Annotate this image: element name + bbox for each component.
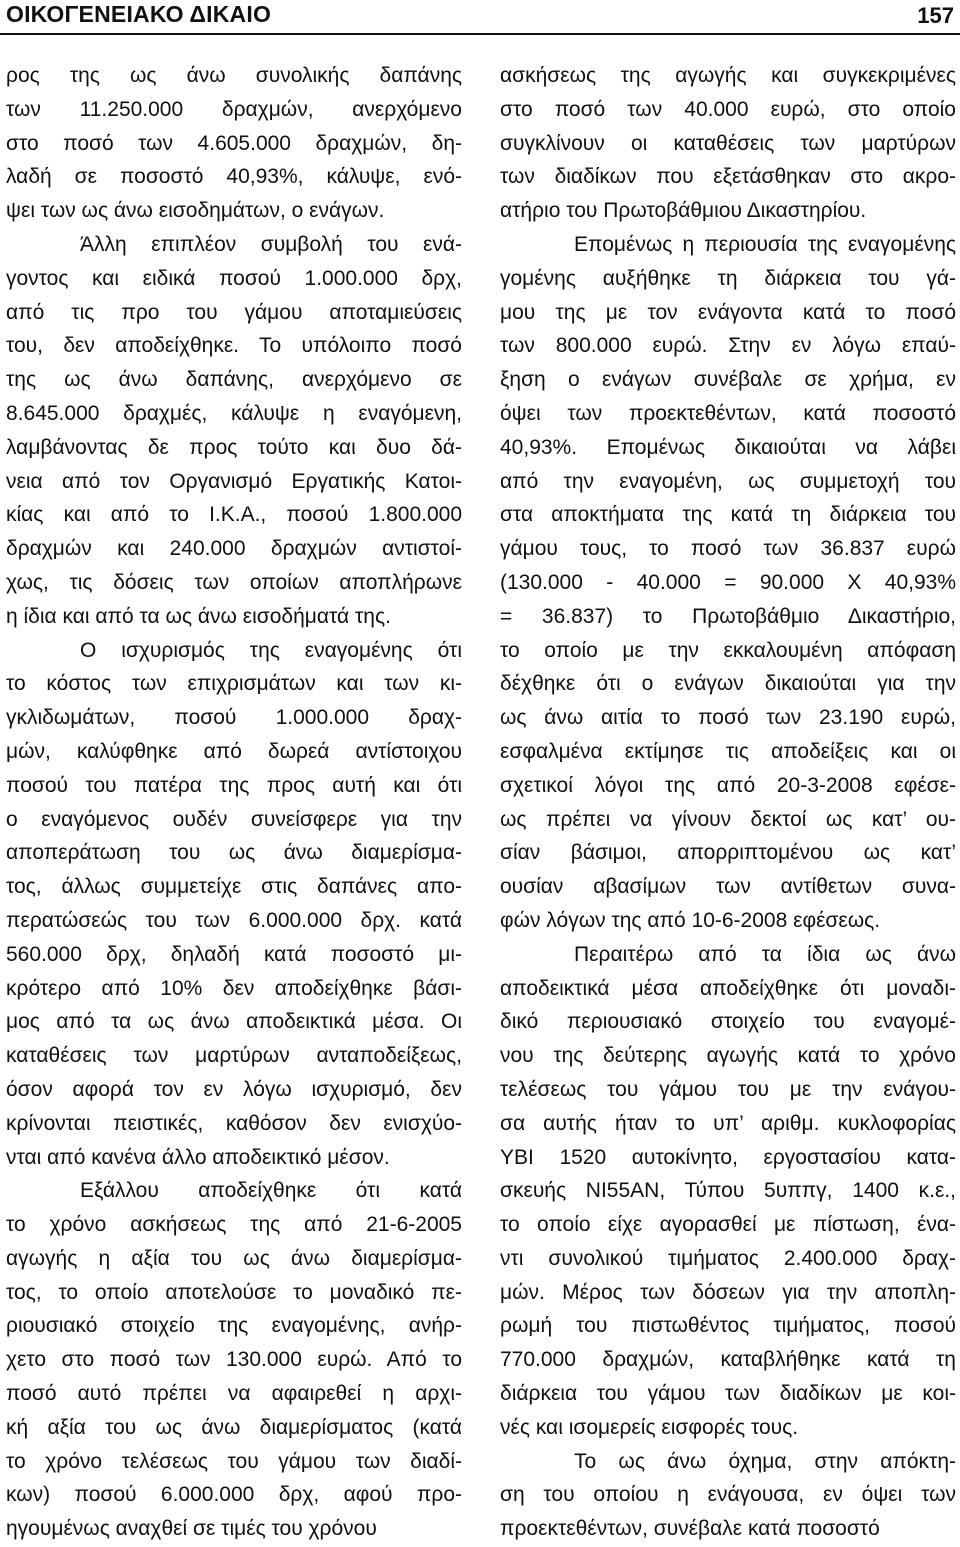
text-line: γοντος και ειδικά ποσού 1.000.000 δρχ, [6,266,462,290]
text-line: περατώσεώς του των 6.000.000 δρχ. κατά [6,908,462,932]
text-line: τος, το οποίο αποτελούσε το μοναδικό πε- [6,1280,462,1304]
text-line: μος από τα ως άνω αποδεικτικά μέσα. Οι [6,1010,462,1034]
text-line: μών. Μέρος των δόσεων για την αποπλη- [500,1280,956,1304]
text-line: ριουσιακό στοιχείο της εναγομένης, ανήρ- [6,1314,462,1338]
text-line: ποσού του πατέρα της προς αυτή και ότι [6,773,462,797]
text-line: 770.000 δραχμών, καταβλήθηκε κατά τη [500,1348,956,1372]
text-line: στο ποσό των 4.605.000 δραχμών, δη- [6,131,462,155]
text-line: συγκλίνουν οι καταθέσεις των μαρτύρων [500,131,956,155]
text-line: αποδεικτικά μέσα αποδείχθηκε ότι μοναδι- [500,976,956,1000]
header-divider [0,33,960,35]
text-line: των 800.000 ευρώ. Στην εν λόγω επαύ- [500,334,956,358]
text-line: διάρκεια του γάμου των διαδίκων με κοι- [500,1382,956,1406]
text-line: ντι συνολικού τιμήματος 2.400.000 δραχ- [500,1246,956,1270]
text-line: αποπεράτωση του ως άνω διαμερίσμα- [6,841,462,865]
text-line: το χρόνο τελέσεως του γάμου των διαδί- [6,1449,462,1473]
text-line: ουσίαν αβασίμων των αντίθετων συνα- [500,875,956,899]
text-line: ως άνω αιτία το ποσό των 23.190 ευρώ, [500,706,956,730]
text-line: 560.000 δρχ, δηλαδή κατά ποσοστό μι- [6,942,462,966]
paragraph [6,1174,462,1546]
text-line: κων) ποσού 6.000.000 δρχ, αφού προ- [6,1483,462,1507]
left-text-column [6,59,462,1546]
text-line: λαμβάνοντας δε προς τούτο και δυο δά- [6,435,462,459]
paragraph [500,228,956,938]
text-line: Άλλη επιπλέον συμβολή του ενά- [80,232,462,256]
text-line: καταθέσεις των μαρτύρων ανταποδείξεως, [6,1044,462,1068]
text-line: Ο ισχυρισμός της εναγομένης ότι [80,638,462,662]
text-line: των 11.250.000 δραχμών, ανερχόμενο [6,97,462,121]
text-line: Εξάλλου αποδείχθηκε ότι κατά [80,1179,462,1203]
text-line: κή αξία του ως άνω διαμερίσματος (κατά [6,1415,462,1439]
text-line: το κόστος των επιχρισμάτων και των κι- [6,672,462,696]
text-line: νται από κανένα άλλο αποδεικτικό μέσον. [6,1145,390,1169]
text-line: από τις προ του γάμου αποταμιεύσεις [6,300,462,324]
text-line: τελέσεως του γάμου του με την ενάγου- [500,1077,956,1101]
text-line: η ίδια και από τα ως άνω εισοδήματά της. [6,604,391,628]
text-line: σα αυτής ήταν το υπ’ αριθμ. κυκλοφορίας [500,1111,956,1135]
text-line: χετο στο ποσό των 130.000 ευρώ. Από το [6,1348,462,1372]
text-line: ρος της ως άνω συνολικής δαπάνης [6,64,462,87]
section-title: ΟΙΚΟΓΕΝΕΙΑΚΟ ΔΙΚΑΙΟ [6,1,272,27]
text-line: της ως άνω δαπάνης, ανερχόμενο σε [6,368,462,392]
text-line: το οποίο είχε αγορασθεί με πίστωση, ένα- [500,1213,956,1237]
text-line: μου της με τον ενάγοντα κατά το ποσό [500,300,956,324]
text-line: γκλιδωμάτων, ποσού 1.000.000 δραχ- [6,706,462,730]
text-line: ατήριο του Πρωτοβάθμιου Δικαστηρίου. [500,199,867,223]
text-line: γομένης αυξήθηκε τη διάρκεια του γά- [500,266,956,290]
text-line: του, δεν αποδείχθηκε. Το υπόλοιπο ποσό [6,334,462,358]
text-line: εσφαλμένα εκτίμησε τις αποδείξεις και οι [500,739,956,763]
text-line: μών, καλύφθηκε από δωρεά αντίστοιχου [6,739,462,763]
text-line: ξηση ο ενάγων συνέβαλε σε χρήμα, εν [500,368,956,392]
text-line: Επομένως η περιουσία της εναγομένης [574,232,956,256]
text-line: αγωγής η αξία του ως άνω διαμερίσμα- [6,1246,462,1270]
text-line: ο εναγόμενος ουδέν συνείσφερε για την [6,807,462,831]
text-line: χως, τις δόσεις των οποίων αποπλήρωνε [6,570,462,594]
text-line: Το ως άνω όχημα, στην απόκτη- [574,1449,956,1473]
text-line: τος, άλλως συμμετείχε στις δαπάνες απο- [6,875,462,899]
paragraph [6,228,462,634]
text-line: σχετικοί λόγοι της από 20-3-2008 εφέσε- [500,773,956,797]
paragraph [500,938,956,1445]
text-line: κίας και από το Ι.Κ.Α., ποσού 1.800.000 [6,503,462,527]
text-line: ψει των ως άνω εισοδημάτων, ο ενάγων. [6,199,385,223]
text-line: νές και ισομερείς εισφορές τους. [500,1415,799,1439]
text-line: ως πρέπει να γίνουν δεκτοί ως κατ’ ου- [500,807,956,831]
text-line: των διαδίκων που εξετάσθηκαν στο ακρο- [500,165,956,189]
paragraph [500,59,956,228]
right-text-column [500,59,956,1546]
text-line: ηγουμένως αναχθεί σε τιμές του χρόνου [6,1517,377,1541]
paragraph [6,59,462,228]
text-line: κρότερο από 10% δεν αποδείχθηκε βάσι- [6,976,462,1000]
text-line: σίαν βάσιμοι, απορριπτομένου ως κατ’ [500,841,956,865]
text-line: δραχμών και 240.000 δραχμών αντιστοί- [6,537,462,561]
text-line: το οποίο με την εκκαλουμένη απόφαση [500,638,956,662]
text-line: στα αποκτήματα της κατά τη διάρκεια του [500,503,956,527]
text-line: 8.645.000 δραχμές, κάλυψε η εναγόμενη, [6,401,462,425]
text-line: νεια από τον Οργανισμό Εργατικής Κατοι- [6,469,462,493]
text-line: γάμου τους, το ποσό των 36.837 ευρώ [500,537,956,561]
text-line: νου της δεύτερης αγωγής κατά το χρόνο [500,1044,956,1068]
text-line: ασκήσεως της αγωγής και συγκεκριμένες [500,64,956,87]
text-line: προεκτεθέντων, συνέβαλε κατά ποσοστό [500,1517,880,1541]
text-line: ρωμή του πιστωθέντος τιμήματος, ποσού [500,1314,956,1338]
text-line: ΥΒΙ 1520 αυτοκίνητο, εργοστασίου κατα- [500,1145,956,1169]
text-line: όψει των προεκτεθέντων, κατά ποσοστό [500,401,956,425]
text-line: δέχθηκε ότι ο ενάγων δικαιούται για την [500,672,956,696]
text-line: ποσό αυτό πρέπει να αφαιρεθεί η αρχι- [6,1382,462,1406]
text-line: φών λόγων της από 10-6-2008 εφέσεως. [500,908,881,932]
paragraph [500,1445,956,1546]
text-line: στο ποσό των 40.000 ευρώ, στο οποίο [500,97,956,121]
text-line: ση του οποίου η ενάγουσα, εν όψει των [500,1483,956,1507]
text-line: (130.000 - 40.000 = 90.000 Χ 40,93% [500,570,956,594]
text-line: από την εναγομένη, ως συμμετοχή του [500,469,956,493]
paragraph [6,634,462,1175]
text-line: κρίνονται πειστικές, καθόσον δεν ενισχύο- [6,1111,462,1135]
text-line: το χρόνο ασκήσεως της από 21-6-2005 [6,1213,462,1237]
text-line: = 36.837) το Πρωτοβάθμιο Δικαστήριο, [500,604,956,628]
text-line: 40,93%. Επομένως δικαιούται να λάβει [500,435,956,459]
text-line: όσον αφορά τον εν λόγω ισχυρισμό, δεν [6,1077,462,1101]
text-line: σκευής ΝΙ55ΑΝ, Τύπου 5υππγ, 1400 κ.ε., [500,1179,956,1203]
text-line: δικό περιουσιακό στοιχείο του εναγομέ- [500,1010,956,1034]
text-line: λαδή σε ποσοστό 40,93%, κάλυψε, ενό- [6,165,462,189]
text-line: Περαιτέρω από τα ίδια ως άνω [574,942,956,966]
running-header [0,0,960,34]
page-number: 157 [917,3,954,28]
